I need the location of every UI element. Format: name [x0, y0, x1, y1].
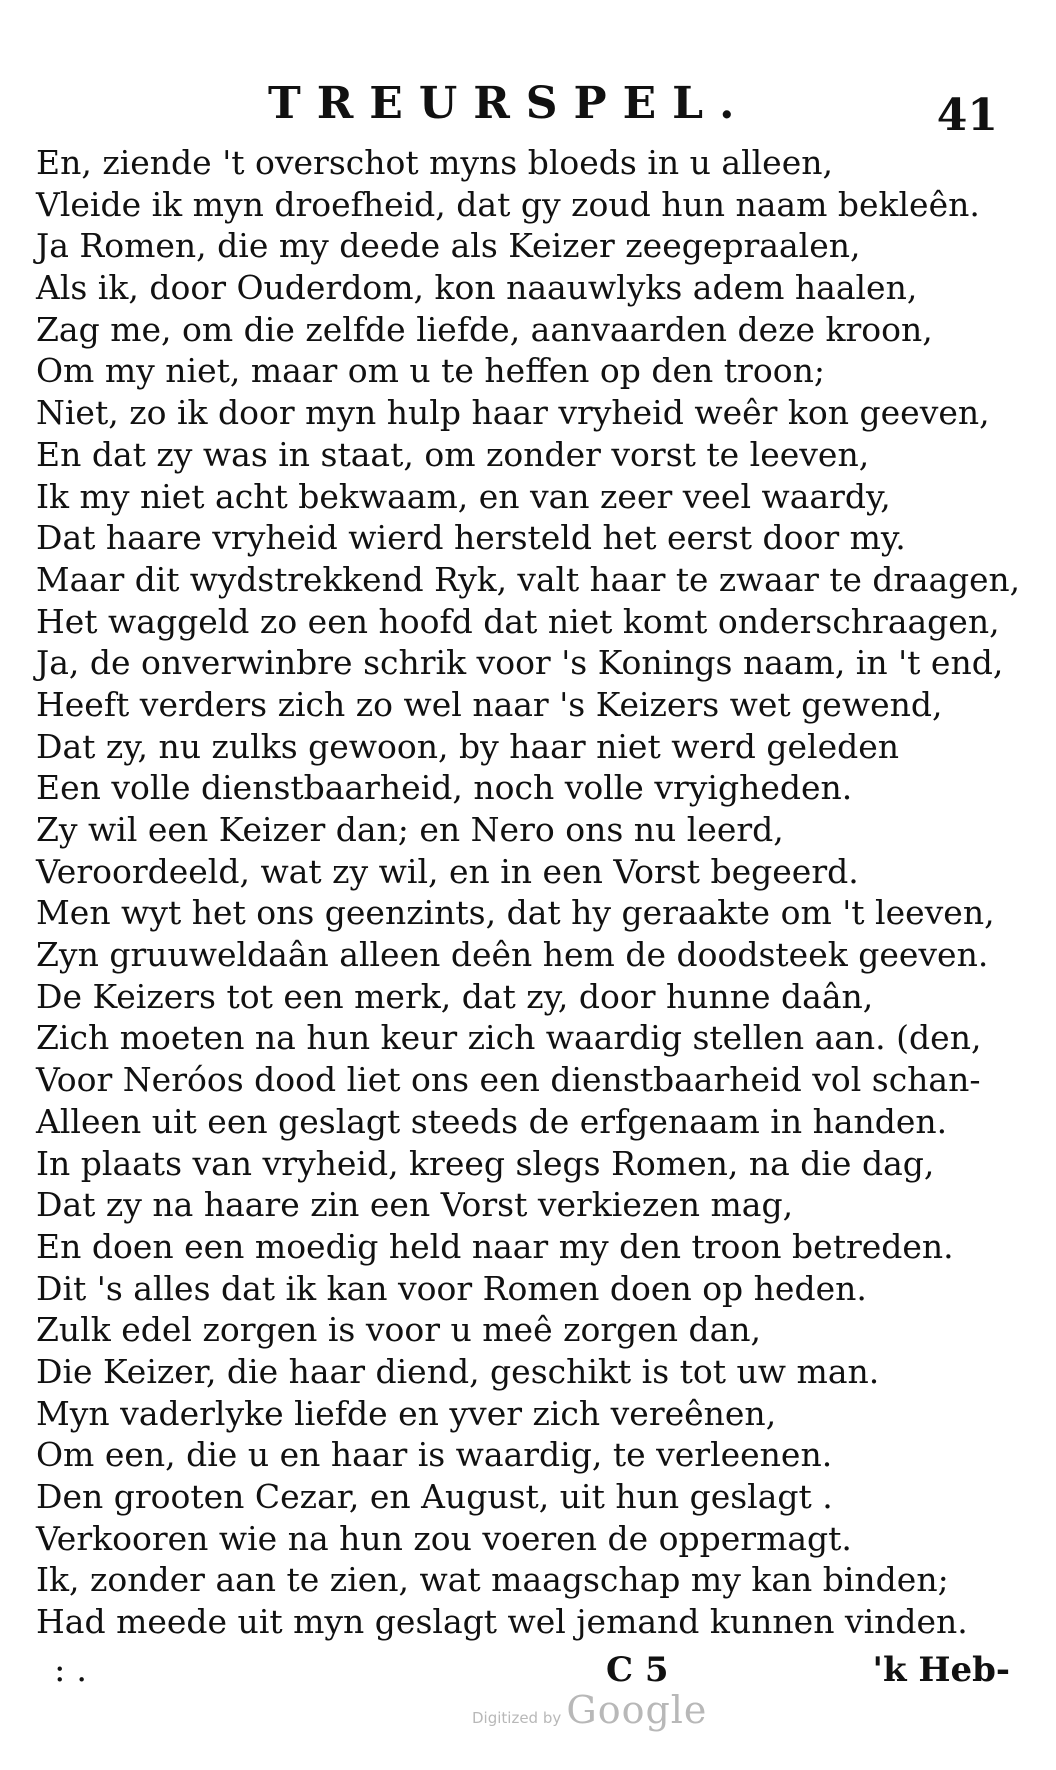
- verse-line: [36, 1351, 1020, 1393]
- verse-line: [36, 350, 1020, 392]
- verse-text: Zy wil een Keizer dan; en Nero ons nu leerd,: [36, 810, 784, 849]
- signature-mark: C 5: [606, 1650, 669, 1690]
- verse-text: Den grooten Cezar, en August, uit hun geslagt .: [36, 1477, 833, 1516]
- verse-line: [36, 976, 1020, 1018]
- verse-text: Had meede uit myn geslagt wel jemand kunnen vinden.: [36, 1602, 968, 1642]
- running-head: TREURSPEL.: [268, 78, 751, 129]
- verse-line: [36, 309, 1020, 351]
- verse-text: In plaats van vryheid, kreeg slegs Romen, na die dag,: [36, 1143, 935, 1183]
- verse-text: Het waggeld zo een hoofd dat niet komt onderschraagen,: [36, 601, 1000, 641]
- verse-line: [36, 1476, 1020, 1518]
- verse-text: Myn vaderlyke liefde en yver zich vereênen,: [36, 1393, 777, 1433]
- verse-line: [36, 434, 1020, 476]
- verse-text: De Keizers tot een merk, dat zy, door hunne daân,: [36, 976, 874, 1016]
- verse-text: En, ziende 't overschot myns bloeds in u alleen,: [36, 143, 833, 182]
- verse-text: Als ik, door Ouderdom, kon naauwlyks adem haalen,: [36, 268, 918, 308]
- verse-text: Heeft verders zich zo wel naar 's Keizers wet gewend,: [36, 684, 943, 724]
- verse-line: [36, 392, 1020, 434]
- footer-dots: : .: [54, 1650, 88, 1690]
- verse-line: [36, 809, 1020, 851]
- verse-text: Ja, de onverwinbre schrik voor 's Konings naam, in 't end,: [36, 643, 1004, 683]
- verse-line: [36, 1059, 1020, 1101]
- verse-line: [36, 1434, 1020, 1476]
- verse-line: [36, 934, 1020, 976]
- verse-text: Alleen uit een geslagt steeds de erfgenaam in handen.: [36, 1101, 948, 1141]
- verse-line: [36, 851, 1020, 893]
- verse-text: Die Keizer, die haar diend, geschikt is tot uw man.: [36, 1351, 880, 1391]
- verse-text: Ik, zonder aan te zien, wat maagschap my kan binden;: [36, 1560, 949, 1600]
- verse-text: En dat zy was in staat, om zonder vorst te leeven,: [36, 434, 870, 474]
- verse-text: Niet, zo ik door myn hulp haar vryheid weêr kon geeven,: [36, 393, 990, 433]
- verse-text: Veroordeeld, wat zy wil, en in een Vorst begeerd.: [36, 851, 859, 891]
- verse-line: [36, 517, 1020, 559]
- verse-text: Om een, die u en haar is waardig, te verleenen.: [36, 1435, 833, 1475]
- verse-line: [36, 1559, 1020, 1601]
- google-wordmark: Google: [566, 1688, 708, 1732]
- verse-line: [36, 726, 1020, 768]
- verse-text: En doen een moedig held naar my den troon betreden.: [36, 1226, 954, 1266]
- verse-text: Zulk edel zorgen is voor u meê zorgen dan,: [36, 1310, 762, 1350]
- verse-line: [36, 476, 1020, 518]
- verse-line: [36, 225, 1020, 267]
- verse-line: [36, 892, 1020, 934]
- verse-text: Ik my niet acht bekwaam, en van zeer veel waardy,: [36, 476, 891, 516]
- verse-line: [36, 1017, 1020, 1059]
- verse-line: [36, 1226, 1020, 1268]
- verse-line: [36, 1601, 1020, 1643]
- verse-line: [36, 267, 1020, 309]
- verse-text: Om my niet, maar om u te heffen op den troon;: [36, 351, 825, 391]
- verse-text: Dat zy na haare zin een Vorst verkiezen mag,: [36, 1185, 794, 1225]
- digitized-by-label: Digitized by: [472, 1709, 562, 1727]
- verse-line: [36, 1143, 1020, 1185]
- verse-text: Dat haare vryheid wierd hersteld het eerst door my.: [36, 518, 906, 558]
- verse-line: [36, 642, 1020, 684]
- verse-text: Maar dit wydstrekkend Ryk, valt haar te zwaar te draagen,: [36, 559, 1021, 599]
- verse-text: Men wyt het ons geenzints, dat hy geraakte om 't leeven,: [36, 893, 995, 933]
- verse-text: Verkooren wie na hun zou voeren de oppermagt.: [36, 1518, 852, 1558]
- verse-line: [36, 1518, 1020, 1560]
- verse-line: [36, 559, 1020, 601]
- verse-line: [36, 1268, 1020, 1310]
- catchword: 'k Heb-: [872, 1650, 1010, 1690]
- digitized-watermark: [472, 1688, 707, 1732]
- verse-line: [36, 1101, 1020, 1143]
- verse-text: Zich moeten na hun keur zich waardig stellen aan. (den,: [36, 1018, 982, 1058]
- page-number: 41: [936, 90, 998, 141]
- verse-line: [36, 1393, 1020, 1435]
- verse-line: [36, 601, 1020, 643]
- verse-text: Een volle dienstbaarheid, noch volle vryigheden.: [36, 768, 853, 808]
- verse-text: Ja Romen, die my deede als Keizer zeegepraalen,: [36, 226, 861, 266]
- verse-line: [36, 1184, 1020, 1226]
- verse-text: Voor Neróos dood liet ons een dienstbaarheid vol schan-: [36, 1060, 981, 1100]
- verse-line: [36, 684, 1020, 726]
- verse-line: [36, 184, 1020, 226]
- verse-block: [36, 142, 1020, 1643]
- verse-text: Zag me, om die zelfde liefde, aanvaarden deze kroon,: [36, 309, 933, 349]
- verse-text: Dit 's alles dat ik kan voor Romen doen op heden.: [36, 1268, 867, 1308]
- verse-text: Dat zy, nu zulks gewoon, by haar niet werd geleden: [36, 726, 900, 766]
- verse-text: Vleide ik myn droefheid, dat gy zoud hun naam bekleên.: [36, 184, 980, 224]
- verse-line: [36, 767, 1020, 809]
- verse-line: [36, 1309, 1020, 1351]
- verse-text: Zyn gruuweldaân alleen deên hem de doodsteek geeven.: [36, 935, 989, 975]
- verse-line: [36, 142, 1020, 184]
